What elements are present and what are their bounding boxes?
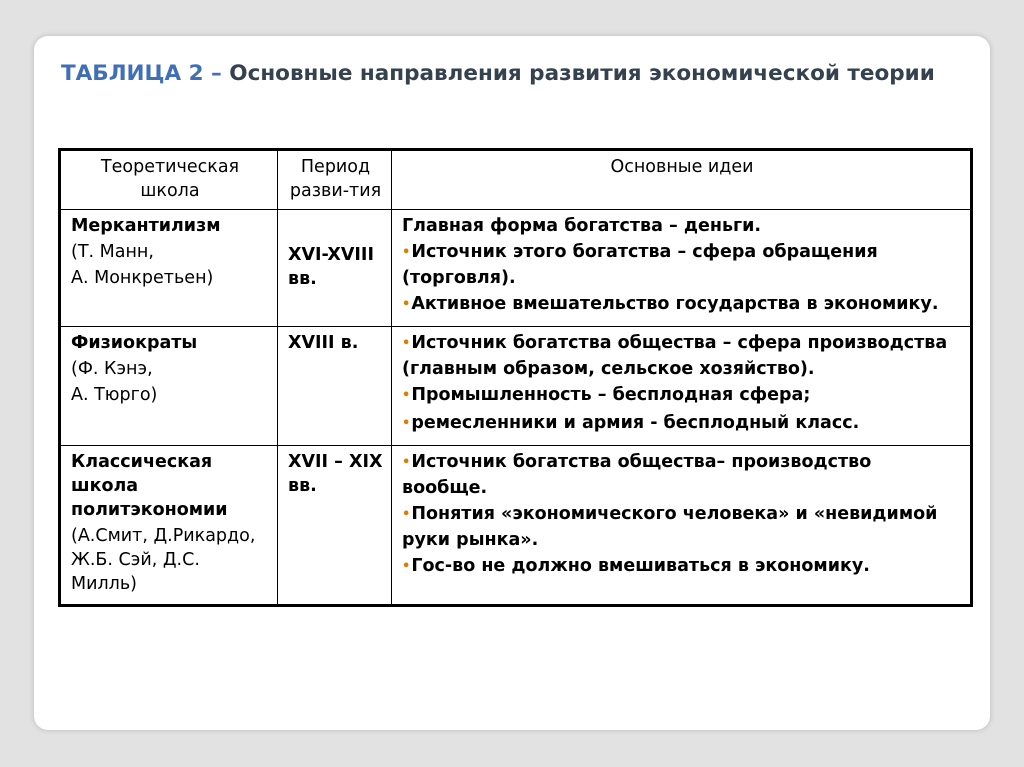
school-name: Физиократы [71, 333, 198, 353]
idea-text: Активное вмешательство государства в экономику. [411, 294, 939, 314]
bullet-icon: • [402, 336, 411, 351]
school-authors: (Ф. Кэнэ, [71, 359, 153, 379]
bullet-icon: • [402, 245, 411, 260]
idea-text: Источник богатства общества – сфера производства (главным образом, сельское хозяйство). [402, 333, 948, 379]
ideas-cell [392, 327, 972, 446]
main-table [58, 148, 973, 607]
school-authors: А. Тюрго) [71, 385, 158, 405]
idea-item [402, 214, 962, 238]
page-title [61, 58, 941, 89]
idea-text: Главная форма богатства – деньги. [402, 216, 762, 236]
school-authors: (А.Смит, Д.Рикардо, Ж.Б. Сэй, Д.С. Милль) [71, 526, 256, 594]
idea-text: Гос-во не должно вмешиваться в экономику. [411, 556, 870, 576]
header-school: Теоретическая школа [60, 150, 278, 210]
school-authors: А. Монкретьен) [71, 268, 214, 288]
bullet-icon: • [402, 416, 411, 431]
idea-item [402, 411, 962, 437]
idea-text: Понятия «экономического человека» и «невидимой руки рынка». [402, 504, 938, 550]
idea-text: Источник богатства общества– производство вообще. [402, 452, 872, 498]
bullet-icon: • [402, 388, 411, 403]
school-cell [60, 327, 278, 446]
table-row [60, 446, 972, 606]
idea-text: Источник этого богатства – сфера обращения (торговля). [402, 242, 878, 288]
title-prefix: ТАБЛИЦА 2 – [61, 61, 230, 86]
slide [34, 36, 990, 730]
idea-item [402, 383, 962, 409]
ideas-cell [392, 210, 972, 327]
idea-item [402, 450, 962, 500]
idea-text: Промышленность – бесплодная сфера; [411, 385, 811, 405]
idea-item [402, 331, 962, 381]
ideas-cell [392, 446, 972, 606]
period-cell: XVI-XVIII вв. [278, 210, 392, 327]
idea-item [402, 240, 962, 290]
school-cell [60, 210, 278, 327]
period-cell: XVIII в. [278, 327, 392, 446]
bullet-icon: • [402, 297, 411, 312]
table-row [60, 210, 972, 327]
idea-item [402, 292, 962, 318]
idea-item [402, 502, 962, 552]
school-cell [60, 446, 278, 606]
idea-item [402, 554, 962, 580]
header-period: Период разви-тия [278, 150, 392, 210]
bullet-icon: • [402, 455, 411, 470]
bullet-icon: • [402, 559, 411, 574]
school-authors: (Т. Манн, [71, 242, 154, 262]
period-cell: XVII – XIX вв. [278, 446, 392, 606]
school-name: Классическая школа политэкономии [71, 452, 228, 520]
idea-text: ремесленники и армия - бесплодный класс. [411, 413, 860, 433]
title-text: Основные направления развития экономической теории [229, 61, 935, 86]
bullet-icon: • [402, 507, 411, 522]
table-header-row [60, 150, 972, 210]
header-ideas: Основные идеи [392, 150, 972, 210]
table-row [60, 327, 972, 446]
school-name: Меркантилизм [71, 216, 221, 236]
